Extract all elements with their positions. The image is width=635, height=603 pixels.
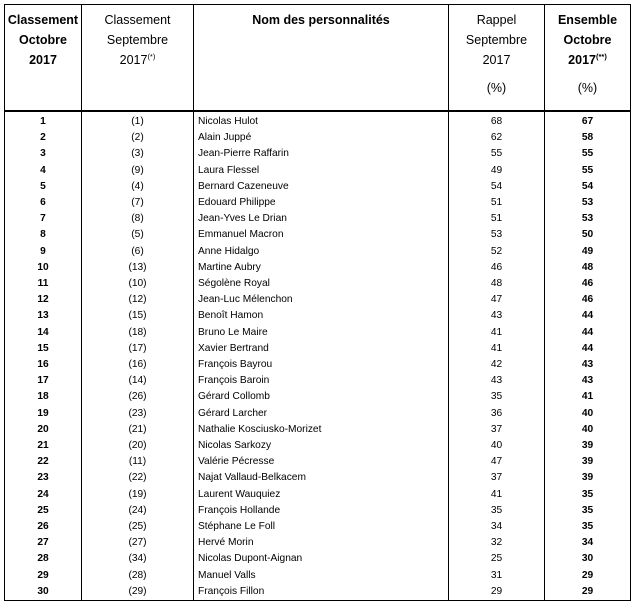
ensemble-cell: 50 bbox=[545, 227, 631, 243]
previous-rank-cell: (17) bbox=[82, 341, 194, 357]
header-text: 2017 bbox=[119, 53, 148, 67]
rappel-cell: 46 bbox=[449, 260, 545, 276]
name-cell: Anne Hidalgo bbox=[194, 244, 449, 260]
ensemble-cell: 55 bbox=[545, 146, 631, 162]
rappel-cell: 49 bbox=[449, 163, 545, 179]
previous-rank-cell: (27) bbox=[82, 535, 194, 551]
previous-rank-cell: (13) bbox=[82, 260, 194, 276]
name-cell: Ségolène Royal bbox=[194, 276, 449, 292]
table-row bbox=[5, 454, 631, 470]
rappel-cell: 47 bbox=[449, 454, 545, 470]
ensemble-cell: 53 bbox=[545, 211, 631, 227]
table-row bbox=[5, 551, 631, 567]
table-row bbox=[5, 389, 631, 405]
rappel-cell: 32 bbox=[449, 535, 545, 551]
rappel-cell: 35 bbox=[449, 503, 545, 519]
header-text: Septembre bbox=[106, 33, 169, 47]
rappel-cell: 29 bbox=[449, 584, 545, 601]
footnote-marker: (*) bbox=[147, 52, 156, 61]
rank-cell: 29 bbox=[5, 568, 82, 584]
rank-cell: 22 bbox=[5, 454, 82, 470]
header-text: Ensemble bbox=[557, 13, 618, 27]
name-cell: Manuel Valls bbox=[194, 568, 449, 584]
rank-cell: 16 bbox=[5, 357, 82, 373]
rank-cell: 8 bbox=[5, 227, 82, 243]
table-row bbox=[5, 260, 631, 276]
previous-rank-cell: (22) bbox=[82, 470, 194, 486]
table-row bbox=[5, 341, 631, 357]
ensemble-cell: 40 bbox=[545, 422, 631, 438]
table-row bbox=[5, 195, 631, 211]
previous-rank-cell: (9) bbox=[82, 163, 194, 179]
table-row bbox=[5, 244, 631, 260]
rappel-cell: 68 bbox=[449, 111, 545, 130]
rank-cell: 5 bbox=[5, 179, 82, 195]
rank-cell: 19 bbox=[5, 406, 82, 422]
rank-cell: 15 bbox=[5, 341, 82, 357]
previous-rank-cell: (15) bbox=[82, 308, 194, 324]
ensemble-cell: 35 bbox=[545, 503, 631, 519]
table-row bbox=[5, 584, 631, 601]
rank-cell: 6 bbox=[5, 195, 82, 211]
previous-rank-cell: (26) bbox=[82, 389, 194, 405]
rappel-cell: 37 bbox=[449, 470, 545, 486]
ensemble-cell: 34 bbox=[545, 535, 631, 551]
table-row bbox=[5, 211, 631, 227]
previous-rank-cell: (6) bbox=[82, 244, 194, 260]
name-cell: Nicolas Hulot bbox=[194, 111, 449, 130]
name-cell: François Hollande bbox=[194, 503, 449, 519]
rank-cell: 20 bbox=[5, 422, 82, 438]
name-cell: Laura Flessel bbox=[194, 163, 449, 179]
table-row bbox=[5, 276, 631, 292]
name-cell: Jean-Luc Mélenchon bbox=[194, 292, 449, 308]
ensemble-cell: 29 bbox=[545, 584, 631, 601]
name-cell: Laurent Wauquiez bbox=[194, 487, 449, 503]
name-cell: Alain Juppé bbox=[194, 130, 449, 146]
rank-cell: 4 bbox=[5, 163, 82, 179]
name-cell: Jean-Pierre Raffarin bbox=[194, 146, 449, 162]
rank-cell: 26 bbox=[5, 519, 82, 535]
ensemble-cell: 44 bbox=[545, 308, 631, 324]
table-row bbox=[5, 163, 631, 179]
previous-rank-cell: (5) bbox=[82, 227, 194, 243]
previous-rank-cell: (10) bbox=[82, 276, 194, 292]
ensemble-cell: 58 bbox=[545, 130, 631, 146]
ensemble-cell: 46 bbox=[545, 276, 631, 292]
previous-rank-cell: (28) bbox=[82, 568, 194, 584]
ensemble-cell: 67 bbox=[545, 111, 631, 130]
header-text: Classement bbox=[7, 13, 79, 27]
rank-cell: 28 bbox=[5, 551, 82, 567]
rappel-cell: 51 bbox=[449, 211, 545, 227]
header-rank-september bbox=[82, 5, 194, 112]
name-cell: Najat Vallaud-Belkacem bbox=[194, 470, 449, 486]
name-cell: Emmanuel Macron bbox=[194, 227, 449, 243]
name-cell: Edouard Philippe bbox=[194, 195, 449, 211]
name-cell: François Baroin bbox=[194, 373, 449, 389]
rank-cell: 10 bbox=[5, 260, 82, 276]
rappel-cell: 35 bbox=[449, 389, 545, 405]
name-cell: Martine Aubry bbox=[194, 260, 449, 276]
header-name bbox=[194, 5, 449, 112]
rappel-cell: 41 bbox=[449, 325, 545, 341]
name-cell: Gérard Collomb bbox=[194, 389, 449, 405]
ensemble-cell: 35 bbox=[545, 519, 631, 535]
rappel-cell: 42 bbox=[449, 357, 545, 373]
previous-rank-cell: (7) bbox=[82, 195, 194, 211]
table-row bbox=[5, 568, 631, 584]
rank-cell: 17 bbox=[5, 373, 82, 389]
rank-cell: 27 bbox=[5, 535, 82, 551]
ensemble-cell: 44 bbox=[545, 325, 631, 341]
ensemble-cell: 30 bbox=[545, 551, 631, 567]
header-text: 2017 bbox=[568, 53, 596, 67]
ensemble-cell: 44 bbox=[545, 341, 631, 357]
previous-rank-cell: (2) bbox=[82, 130, 194, 146]
ensemble-cell: 48 bbox=[545, 260, 631, 276]
name-cell: Nicolas Dupont-Aignan bbox=[194, 551, 449, 567]
table-row bbox=[5, 146, 631, 162]
header-text: Octobre bbox=[19, 33, 67, 47]
rank-cell: 18 bbox=[5, 389, 82, 405]
rappel-cell: 36 bbox=[449, 406, 545, 422]
previous-rank-cell: (4) bbox=[82, 179, 194, 195]
previous-rank-cell: (23) bbox=[82, 406, 194, 422]
rank-cell: 21 bbox=[5, 438, 82, 454]
ensemble-cell: 29 bbox=[545, 568, 631, 584]
name-cell: François Bayrou bbox=[194, 357, 449, 373]
name-cell: Benoît Hamon bbox=[194, 308, 449, 324]
rappel-cell: 31 bbox=[449, 568, 545, 584]
name-cell: Nicolas Sarkozy bbox=[194, 438, 449, 454]
ensemble-cell: 43 bbox=[545, 357, 631, 373]
table-row bbox=[5, 111, 631, 130]
rappel-cell: 43 bbox=[449, 308, 545, 324]
header-text: Septembre bbox=[465, 33, 528, 47]
ensemble-cell: 53 bbox=[545, 195, 631, 211]
rappel-cell: 52 bbox=[449, 244, 545, 260]
rappel-cell: 54 bbox=[449, 179, 545, 195]
previous-rank-cell: (25) bbox=[82, 519, 194, 535]
header-text: Rappel bbox=[476, 13, 517, 27]
rappel-cell: 37 bbox=[449, 422, 545, 438]
table-row bbox=[5, 130, 631, 146]
table-row bbox=[5, 308, 631, 324]
table-row bbox=[5, 179, 631, 195]
rank-cell: 14 bbox=[5, 325, 82, 341]
rappel-cell: 53 bbox=[449, 227, 545, 243]
rappel-cell: 47 bbox=[449, 292, 545, 308]
footnote-marker: (**) bbox=[595, 52, 607, 61]
rappel-cell: 51 bbox=[449, 195, 545, 211]
ensemble-cell: 55 bbox=[545, 163, 631, 179]
rank-cell: 1 bbox=[5, 111, 82, 130]
header-row bbox=[5, 5, 631, 112]
previous-rank-cell: (16) bbox=[82, 357, 194, 373]
header-text: Nom des personnalités bbox=[252, 13, 390, 27]
name-cell: Gérard Larcher bbox=[194, 406, 449, 422]
previous-rank-cell: (21) bbox=[82, 422, 194, 438]
name-cell: Jean-Yves Le Drian bbox=[194, 211, 449, 227]
name-cell: Nathalie Kosciusko-Morizet bbox=[194, 422, 449, 438]
rank-cell: 2 bbox=[5, 130, 82, 146]
name-cell: Valérie Pécresse bbox=[194, 454, 449, 470]
table-row bbox=[5, 438, 631, 454]
ensemble-cell: 39 bbox=[545, 454, 631, 470]
ensemble-cell: 46 bbox=[545, 292, 631, 308]
header-text bbox=[82, 50, 193, 70]
table-row bbox=[5, 487, 631, 503]
rank-cell: 24 bbox=[5, 487, 82, 503]
table-row bbox=[5, 519, 631, 535]
previous-rank-cell: (14) bbox=[82, 373, 194, 389]
table-row bbox=[5, 292, 631, 308]
header-rappel-september bbox=[449, 5, 545, 112]
name-cell: François Fillon bbox=[194, 584, 449, 601]
header-unit: (%) bbox=[486, 81, 507, 95]
ensemble-cell: 41 bbox=[545, 389, 631, 405]
name-cell: Xavier Bertrand bbox=[194, 341, 449, 357]
header-text: 2017 bbox=[29, 53, 57, 67]
rank-cell: 9 bbox=[5, 244, 82, 260]
ensemble-cell: 43 bbox=[545, 373, 631, 389]
name-cell: Stéphane Le Foll bbox=[194, 519, 449, 535]
rappel-cell: 62 bbox=[449, 130, 545, 146]
table-row bbox=[5, 422, 631, 438]
previous-rank-cell: (1) bbox=[82, 111, 194, 130]
header-text: 2017 bbox=[482, 53, 511, 67]
rank-cell: 25 bbox=[5, 503, 82, 519]
previous-rank-cell: (29) bbox=[82, 584, 194, 601]
ensemble-cell: 39 bbox=[545, 438, 631, 454]
header-text: Octobre bbox=[563, 33, 612, 47]
rappel-cell: 25 bbox=[449, 551, 545, 567]
table-row bbox=[5, 406, 631, 422]
rappel-cell: 40 bbox=[449, 438, 545, 454]
previous-rank-cell: (34) bbox=[82, 551, 194, 567]
previous-rank-cell: (11) bbox=[82, 454, 194, 470]
ensemble-cell: 40 bbox=[545, 406, 631, 422]
rank-cell: 3 bbox=[5, 146, 82, 162]
ranking-table bbox=[4, 4, 631, 601]
ensemble-cell: 39 bbox=[545, 470, 631, 486]
rank-cell: 13 bbox=[5, 308, 82, 324]
ensemble-cell: 49 bbox=[545, 244, 631, 260]
previous-rank-cell: (24) bbox=[82, 503, 194, 519]
name-cell: Hervé Morin bbox=[194, 535, 449, 551]
rappel-cell: 43 bbox=[449, 373, 545, 389]
table-row bbox=[5, 227, 631, 243]
previous-rank-cell: (8) bbox=[82, 211, 194, 227]
rank-cell: 30 bbox=[5, 584, 82, 601]
header-text bbox=[545, 50, 630, 70]
name-cell: Bernard Cazeneuve bbox=[194, 179, 449, 195]
rappel-cell: 34 bbox=[449, 519, 545, 535]
table-row bbox=[5, 470, 631, 486]
ensemble-cell: 35 bbox=[545, 487, 631, 503]
previous-rank-cell: (18) bbox=[82, 325, 194, 341]
rappel-cell: 48 bbox=[449, 276, 545, 292]
ensemble-cell: 54 bbox=[545, 179, 631, 195]
previous-rank-cell: (20) bbox=[82, 438, 194, 454]
header-rank-october bbox=[5, 5, 82, 112]
table-row bbox=[5, 535, 631, 551]
header-unit: (%) bbox=[577, 81, 598, 95]
rank-cell: 12 bbox=[5, 292, 82, 308]
table-row bbox=[5, 357, 631, 373]
table-row bbox=[5, 373, 631, 389]
table-row bbox=[5, 503, 631, 519]
name-cell: Bruno Le Maire bbox=[194, 325, 449, 341]
header-ensemble-october bbox=[545, 5, 631, 112]
previous-rank-cell: (12) bbox=[82, 292, 194, 308]
previous-rank-cell: (3) bbox=[82, 146, 194, 162]
header-text: Classement bbox=[104, 13, 171, 27]
previous-rank-cell: (19) bbox=[82, 487, 194, 503]
rank-cell: 11 bbox=[5, 276, 82, 292]
rank-cell: 23 bbox=[5, 470, 82, 486]
rappel-cell: 55 bbox=[449, 146, 545, 162]
rappel-cell: 41 bbox=[449, 341, 545, 357]
table-row bbox=[5, 325, 631, 341]
rappel-cell: 41 bbox=[449, 487, 545, 503]
rank-cell: 7 bbox=[5, 211, 82, 227]
